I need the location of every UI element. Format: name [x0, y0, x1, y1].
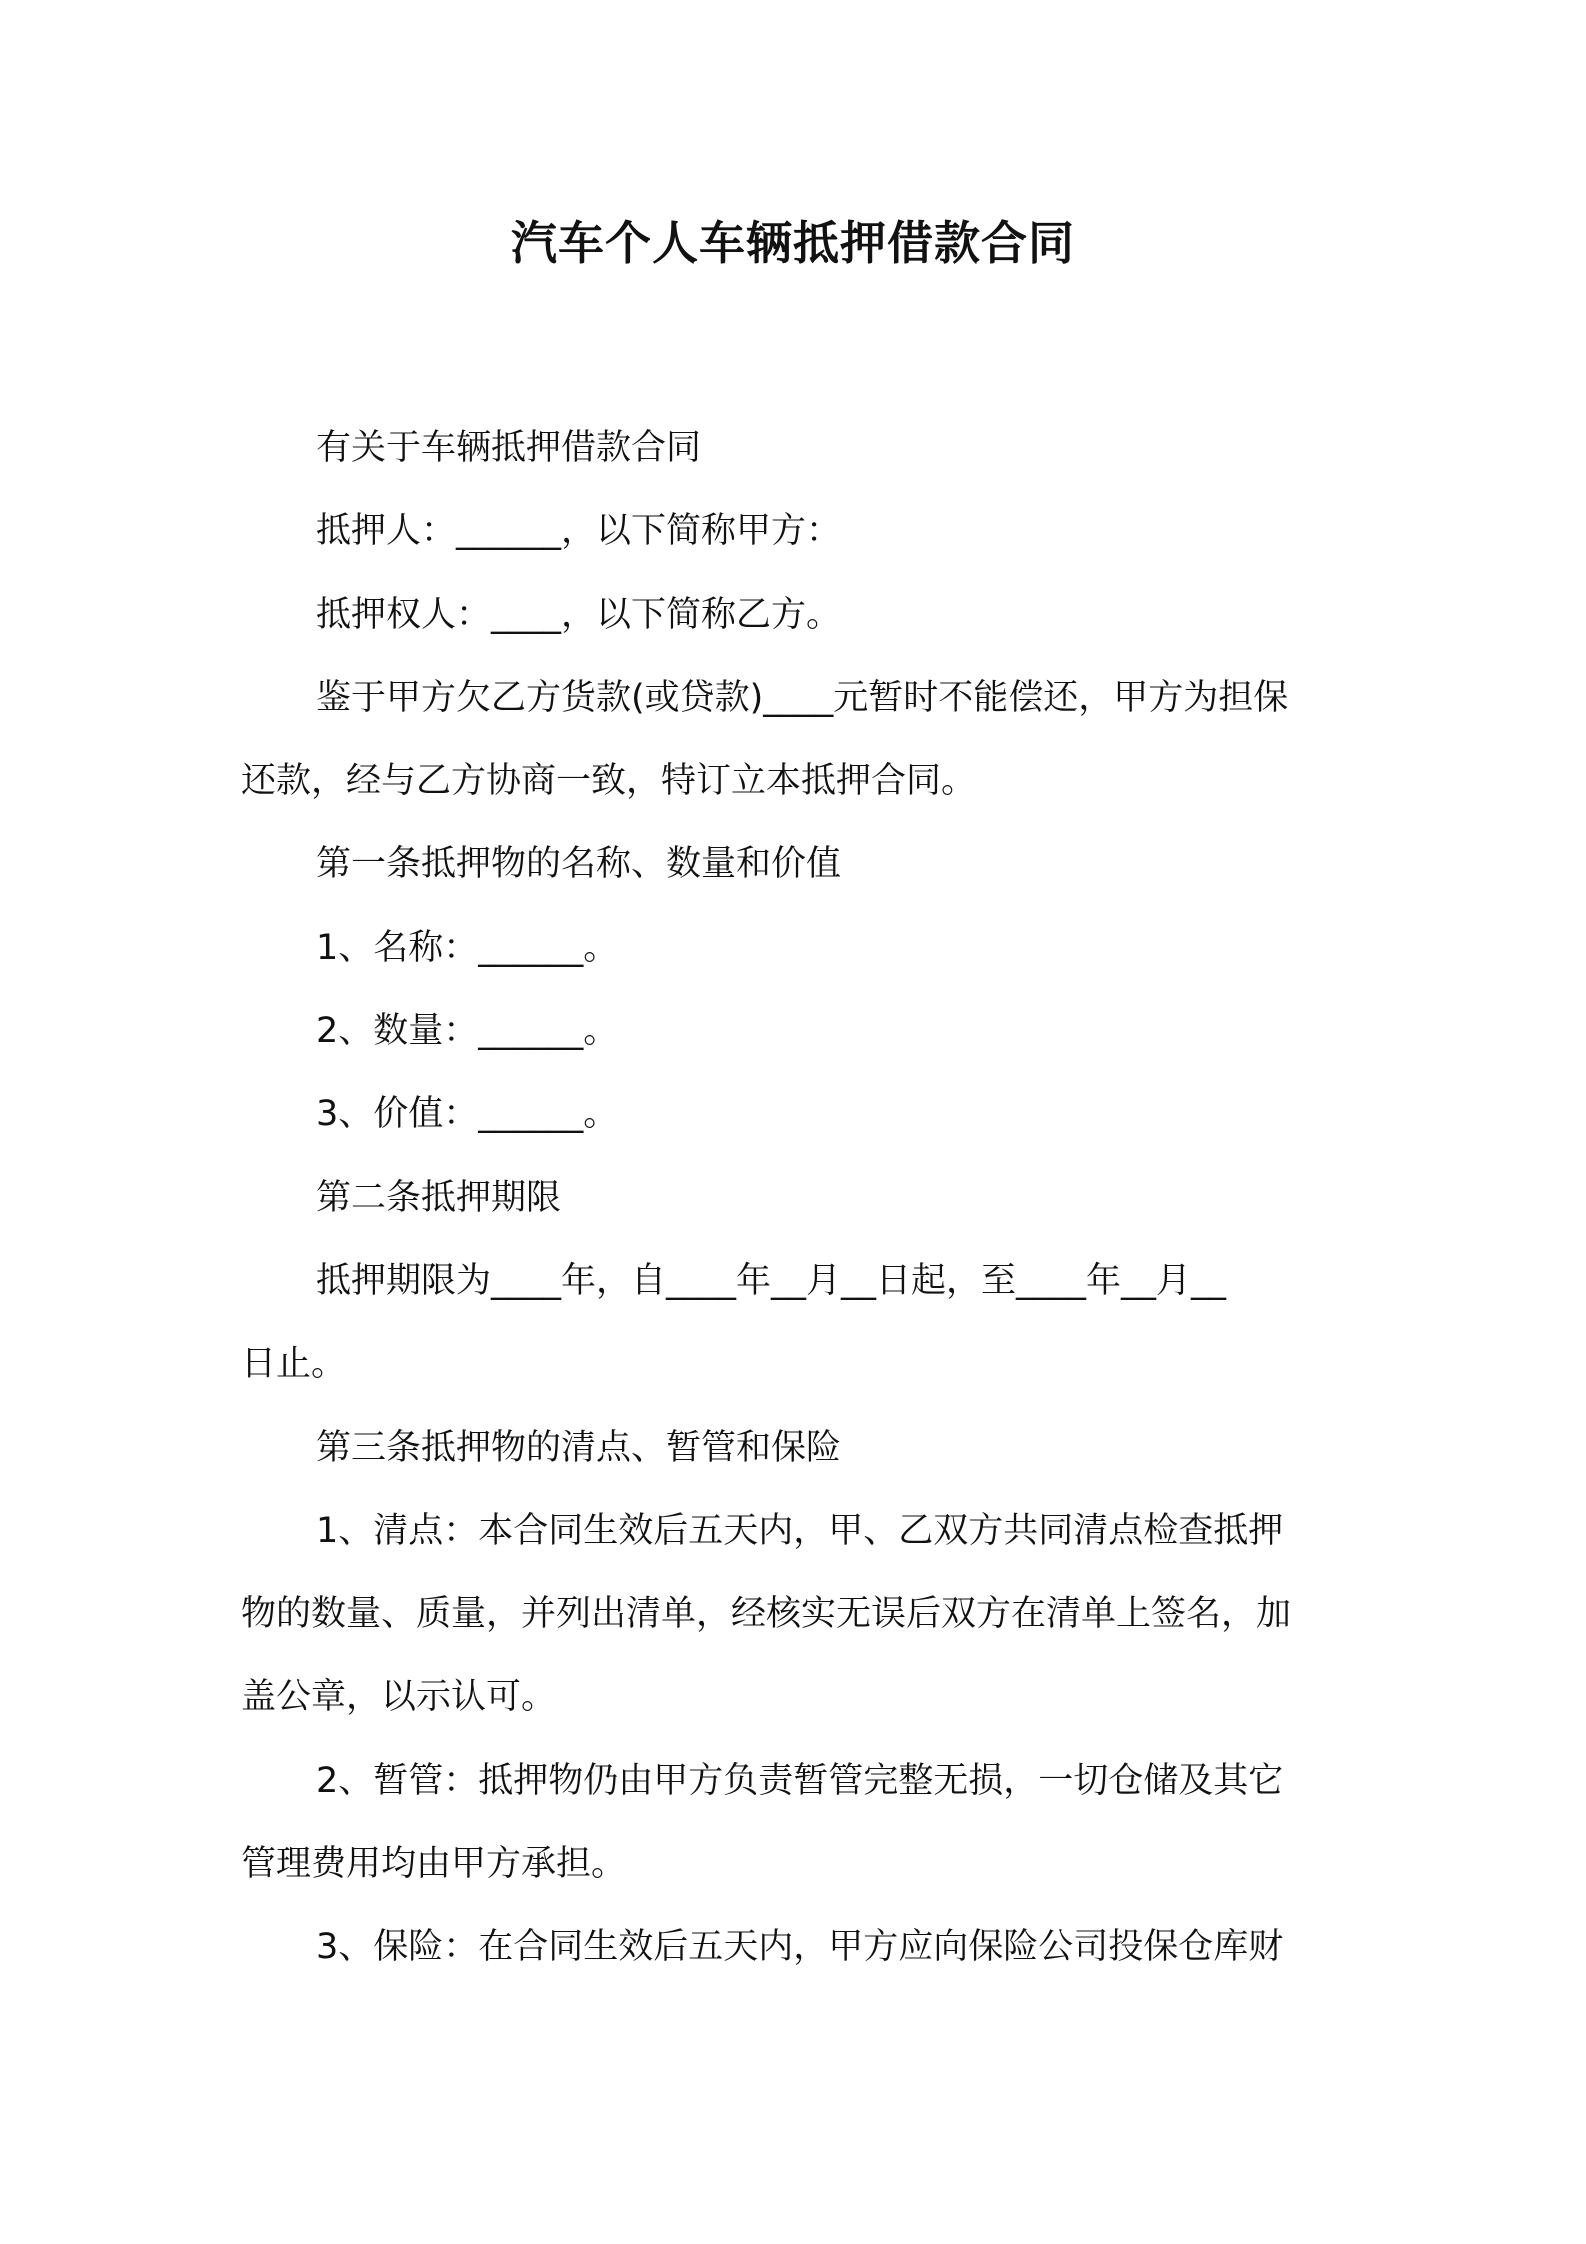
section-heading: 第二条抵押期限 — [316, 1177, 562, 1218]
paragraph-line: 3、价值：______。 — [316, 1094, 619, 1135]
paragraph-line: 有关于车辆抵押借款合同 — [316, 428, 702, 468]
paragraph-line: 还款，经与乙方协商一致，特订立本抵押合同。 — [241, 761, 977, 802]
paragraph-line: 物的数量、质量，并列出清单，经核实无误后双方在清单上签名，加 — [241, 1594, 1292, 1635]
paragraph-line: 3、保险：在合同生效后五天内，甲方应向保险公司投保仓库财 — [316, 1927, 1284, 1968]
paragraph-line: 1、清点：本合同生效后五天内，甲、乙双方共同清点检查抵押 — [316, 1510, 1284, 1551]
paragraph-line: 2、数量：______。 — [316, 1011, 619, 1052]
paragraph-line: 抵押人：______，以下简称甲方： — [316, 511, 842, 552]
section-heading: 第一条抵押物的名称、数量和价值 — [316, 844, 842, 885]
paragraph-line: 2、暂管：抵押物仍由甲方负责暂管完整无损，一切仓储及其它 — [316, 1760, 1284, 1801]
paragraph-line: 鉴于甲方欠乙方货款(或贷款)____元暂时不能偿还，甲方为担保 — [316, 677, 1289, 718]
section-heading: 第三条抵押物的清点、暂管和保险 — [316, 1427, 842, 1468]
document-title: 汽车个人车辆抵押借款合同 — [511, 216, 1075, 270]
paragraph-line: 盖公章，以示认可。 — [241, 1677, 557, 1718]
document-body — [241, 407, 1351, 1990]
paragraph-line: 抵押期限为____年，自____年__月__日起，至____年__月__ — [316, 1260, 1227, 1301]
paragraph-line: 抵押权人：____，以下简称乙方。 — [316, 594, 842, 635]
paragraph-line: 日止。 — [241, 1344, 347, 1385]
paragraph-line: 1、名称：______。 — [316, 927, 619, 968]
paragraph-line: 管理费用均由甲方承担。 — [241, 1844, 627, 1885]
